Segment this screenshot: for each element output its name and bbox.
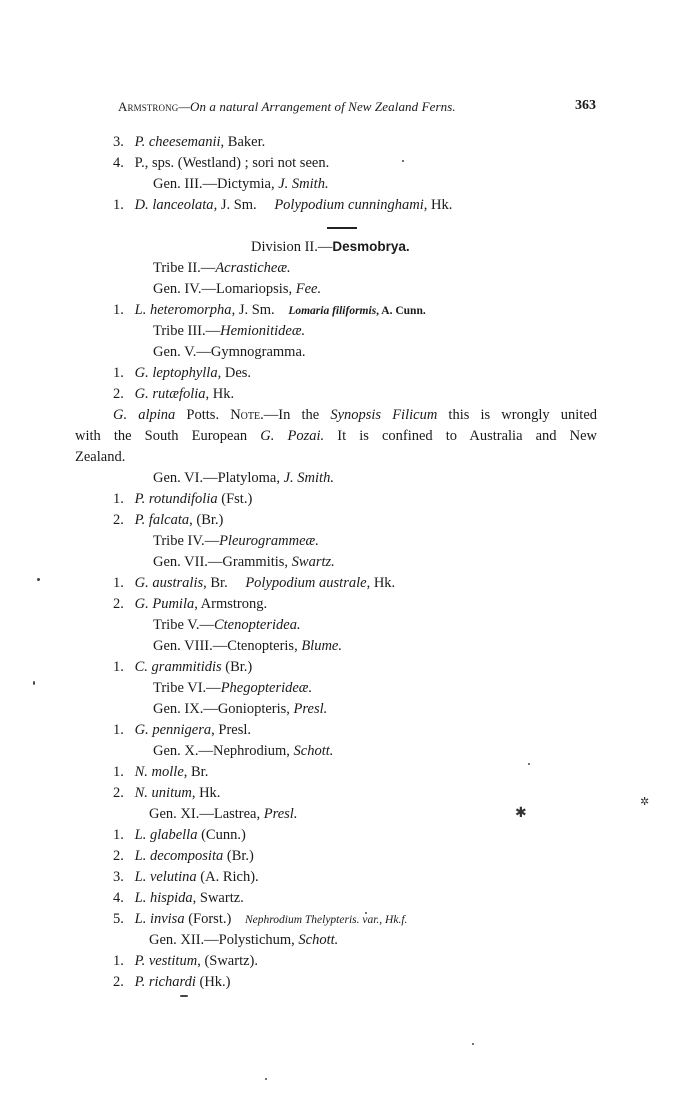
species-line bbox=[113, 196, 452, 214]
species-name: G. rutæfolia bbox=[134, 386, 206, 402]
species-line bbox=[113, 511, 223, 529]
tribe-text: Tribe V.— bbox=[153, 617, 214, 633]
note-line: G. alpina Potts. Note.—In the Synopsis Filicum this is wrongly united bbox=[113, 407, 598, 423]
species-name: P. rotundifolia bbox=[134, 491, 218, 507]
division-name: Desmobrya. bbox=[332, 239, 410, 254]
tribe-name: Phegopterideæ. bbox=[220, 680, 313, 696]
genus-text: Gen. III.—Dictymia, bbox=[153, 176, 279, 192]
tribe-heading bbox=[153, 616, 301, 634]
species-name: cheesemanii bbox=[148, 134, 221, 150]
species-number: 1. bbox=[113, 659, 124, 675]
species-name: P. richardi bbox=[134, 974, 196, 990]
running-header bbox=[118, 98, 456, 116]
species-number: 3. bbox=[113, 869, 124, 885]
species-authority: , Armstrong. bbox=[194, 596, 268, 612]
species-number: 1. bbox=[113, 197, 124, 213]
species-authority: , Hk. bbox=[191, 785, 221, 801]
synonym: Lomaria filiformis bbox=[288, 305, 377, 317]
page-number: 363 bbox=[575, 98, 596, 113]
tribe-text: Tribe III.— bbox=[153, 323, 221, 339]
tribe-heading bbox=[153, 259, 291, 277]
species-number: 5. bbox=[113, 911, 124, 927]
species-number: 2. bbox=[113, 512, 124, 528]
species-line bbox=[113, 574, 395, 592]
genus-text: Gen. VIII.—Ctenopteris, bbox=[153, 638, 302, 654]
note-label: Note. bbox=[230, 407, 264, 423]
species-name: G. australis bbox=[134, 575, 204, 591]
species-name: C. grammitidis bbox=[134, 659, 222, 675]
genus-heading bbox=[153, 553, 335, 571]
species-number: 2. bbox=[113, 785, 124, 801]
speck-icon bbox=[528, 763, 530, 765]
species-text: P., sps. (Westland) ; sori not seen. bbox=[134, 155, 330, 171]
species-line bbox=[113, 721, 251, 739]
tribe-heading bbox=[153, 532, 319, 550]
species-authority: , Baker. bbox=[220, 134, 266, 150]
note-line: with the South European G. Pozai. It is confined to Australia and New bbox=[75, 428, 598, 444]
species-line bbox=[113, 847, 254, 865]
species-number: 2. bbox=[113, 386, 124, 402]
species-line bbox=[113, 784, 220, 802]
species-number: 1. bbox=[113, 722, 124, 738]
species-name: N. unitum bbox=[134, 785, 192, 801]
note-species: G. alpina bbox=[113, 407, 176, 423]
synonym-authority: , A. Cunn. bbox=[376, 305, 426, 317]
species-number: 1. bbox=[113, 365, 124, 381]
species-line bbox=[113, 490, 252, 508]
speck-icon bbox=[265, 1078, 267, 1080]
speck-icon bbox=[33, 681, 35, 685]
genus-text: Gen. X.—Nephrodium, bbox=[153, 743, 294, 759]
tribe-text: Tribe IV.— bbox=[153, 533, 220, 549]
division-heading bbox=[251, 238, 410, 256]
species-authority: (Fst.) bbox=[217, 491, 253, 507]
tribe-name: Acrasticheæ. bbox=[215, 260, 291, 276]
tribe-name: Hemionitideæ. bbox=[220, 323, 306, 339]
genus-text: Gen. VII.—Grammitis, bbox=[153, 554, 292, 570]
species-number: 3. bbox=[113, 134, 124, 150]
genus-text: Gen. XII.—Polystichum, bbox=[149, 932, 299, 948]
genus-heading bbox=[153, 469, 334, 487]
species-number: 1. bbox=[113, 491, 124, 507]
species-number: 4. bbox=[113, 155, 124, 171]
genus-heading bbox=[153, 700, 327, 718]
genus-heading bbox=[149, 931, 338, 949]
genus-authority: Schott. bbox=[298, 932, 339, 948]
genus-text: Gen. V.—Gymnogramma. bbox=[153, 344, 306, 360]
species-name: L. heteromorpha bbox=[134, 302, 232, 318]
species-name: P. vestitum bbox=[134, 953, 198, 969]
tribe-heading bbox=[153, 679, 312, 697]
species-line bbox=[113, 889, 244, 907]
species-number: 2. bbox=[113, 848, 124, 864]
species-number: 1. bbox=[113, 764, 124, 780]
genus-authority: Presl. bbox=[263, 806, 298, 822]
genus-authority: J. Smith. bbox=[278, 176, 329, 192]
species-authority: (Cunn.) bbox=[197, 827, 246, 843]
species-number: 4. bbox=[113, 890, 124, 906]
synonym: Nephrodium Thelypteris. var., Hk.f. bbox=[244, 914, 408, 926]
genus-heading bbox=[149, 805, 297, 823]
species-abbr: P. bbox=[134, 134, 146, 150]
tribe-name: Pleurogrammeæ. bbox=[219, 533, 319, 549]
species-authority: , (Br.) bbox=[189, 512, 224, 528]
synonym: Polypodium cunninghami bbox=[274, 197, 424, 213]
species-line bbox=[113, 133, 265, 151]
genus-heading bbox=[153, 343, 306, 361]
note-species: G. Pozai. bbox=[260, 428, 325, 444]
species-authority: , J. Sm. bbox=[213, 197, 257, 213]
synonym-authority: , Hk. bbox=[366, 575, 396, 591]
speck-icon bbox=[472, 1043, 474, 1045]
species-authority: , Hk. bbox=[205, 386, 235, 402]
species-name: G. pennigera bbox=[134, 722, 212, 738]
species-name: P. falcata bbox=[134, 512, 190, 528]
species-name: L. invisa bbox=[134, 911, 185, 927]
genus-text: Gen. VI.—Platyloma, bbox=[153, 470, 284, 486]
species-name: L. decomposita bbox=[134, 848, 224, 864]
genus-authority: Schott. bbox=[293, 743, 334, 759]
genus-authority: Blume. bbox=[301, 638, 342, 654]
species-name: L. velutina bbox=[134, 869, 197, 885]
species-authority: , Br. bbox=[203, 575, 228, 591]
species-line bbox=[113, 658, 252, 676]
species-authority: (Forst.) bbox=[184, 911, 232, 927]
genus-authority: Swartz. bbox=[291, 554, 335, 570]
ink-blot-icon: ✱ bbox=[515, 806, 527, 821]
species-authority: (Hk.) bbox=[195, 974, 231, 990]
species-authority: , Br. bbox=[183, 764, 209, 780]
header-author: Armstrong bbox=[118, 99, 179, 114]
genus-text: Gen. IV.—Lomariopsis, bbox=[153, 281, 296, 297]
species-authority: (Br.) bbox=[223, 848, 254, 864]
speck-icon bbox=[180, 995, 188, 997]
division-text: Division II.— bbox=[251, 239, 333, 255]
species-line bbox=[113, 910, 407, 929]
note-reference: Synopsis Filicum bbox=[330, 407, 438, 423]
species-line bbox=[113, 763, 208, 781]
ink-blot-icon: ✲ bbox=[640, 796, 650, 808]
genus-heading bbox=[153, 742, 333, 760]
genus-text: Gen. XI.—Lastrea, bbox=[149, 806, 264, 822]
tribe-text: Tribe II.— bbox=[153, 260, 216, 276]
synonym-authority: , Hk. bbox=[423, 197, 453, 213]
species-name: G. Pumila bbox=[134, 596, 195, 612]
species-authority: , (Swartz). bbox=[197, 953, 258, 969]
tribe-heading bbox=[153, 322, 305, 340]
species-number: 2. bbox=[113, 596, 124, 612]
speck-icon bbox=[365, 912, 367, 914]
synonym: Polypodium australe bbox=[245, 575, 367, 591]
species-line bbox=[113, 385, 234, 403]
speck-icon bbox=[37, 578, 40, 581]
genus-heading bbox=[153, 637, 342, 655]
genus-authority: J. Smith. bbox=[283, 470, 334, 486]
species-authority: , J. Sm. bbox=[231, 302, 275, 318]
species-line bbox=[113, 364, 251, 382]
species-authority: , Des. bbox=[217, 365, 252, 381]
species-authority: , Swartz. bbox=[192, 890, 244, 906]
species-name: G. leptophylla bbox=[134, 365, 218, 381]
species-authority: , Presl. bbox=[211, 722, 252, 738]
species-name: L. hispida bbox=[134, 890, 193, 906]
species-number: 2. bbox=[113, 974, 124, 990]
speck-icon bbox=[402, 160, 404, 162]
genus-heading bbox=[153, 280, 321, 298]
genus-authority: Presl. bbox=[293, 701, 328, 717]
species-name: N. molle bbox=[134, 764, 184, 780]
species-number: 1. bbox=[113, 575, 124, 591]
genus-text: Gen. IX.—Goniopteris, bbox=[153, 701, 294, 717]
species-line bbox=[113, 868, 259, 886]
header-title: —On a natural Arrangement of New Zealand Ferns. bbox=[178, 99, 456, 114]
species-number: 1. bbox=[113, 827, 124, 843]
tribe-text: Tribe VI.— bbox=[153, 680, 221, 696]
genus-authority: Fee. bbox=[295, 281, 322, 297]
note-line: Zealand. bbox=[75, 449, 126, 465]
species-authority: (A. Rich). bbox=[196, 869, 259, 885]
species-line bbox=[113, 826, 246, 844]
species-line bbox=[113, 973, 231, 991]
section-rule bbox=[327, 227, 357, 229]
species-name: D. lanceolata bbox=[134, 197, 214, 213]
genus-heading bbox=[153, 175, 329, 193]
species-authority: (Br.) bbox=[221, 659, 253, 675]
species-number: 1. bbox=[113, 953, 124, 969]
tribe-name: Ctenopteridea. bbox=[213, 617, 301, 633]
species-line bbox=[113, 595, 267, 613]
species-line bbox=[113, 952, 258, 970]
species-line bbox=[113, 154, 329, 172]
species-number: 1. bbox=[113, 302, 124, 318]
species-line bbox=[113, 301, 426, 320]
species-name: L. glabella bbox=[134, 827, 198, 843]
